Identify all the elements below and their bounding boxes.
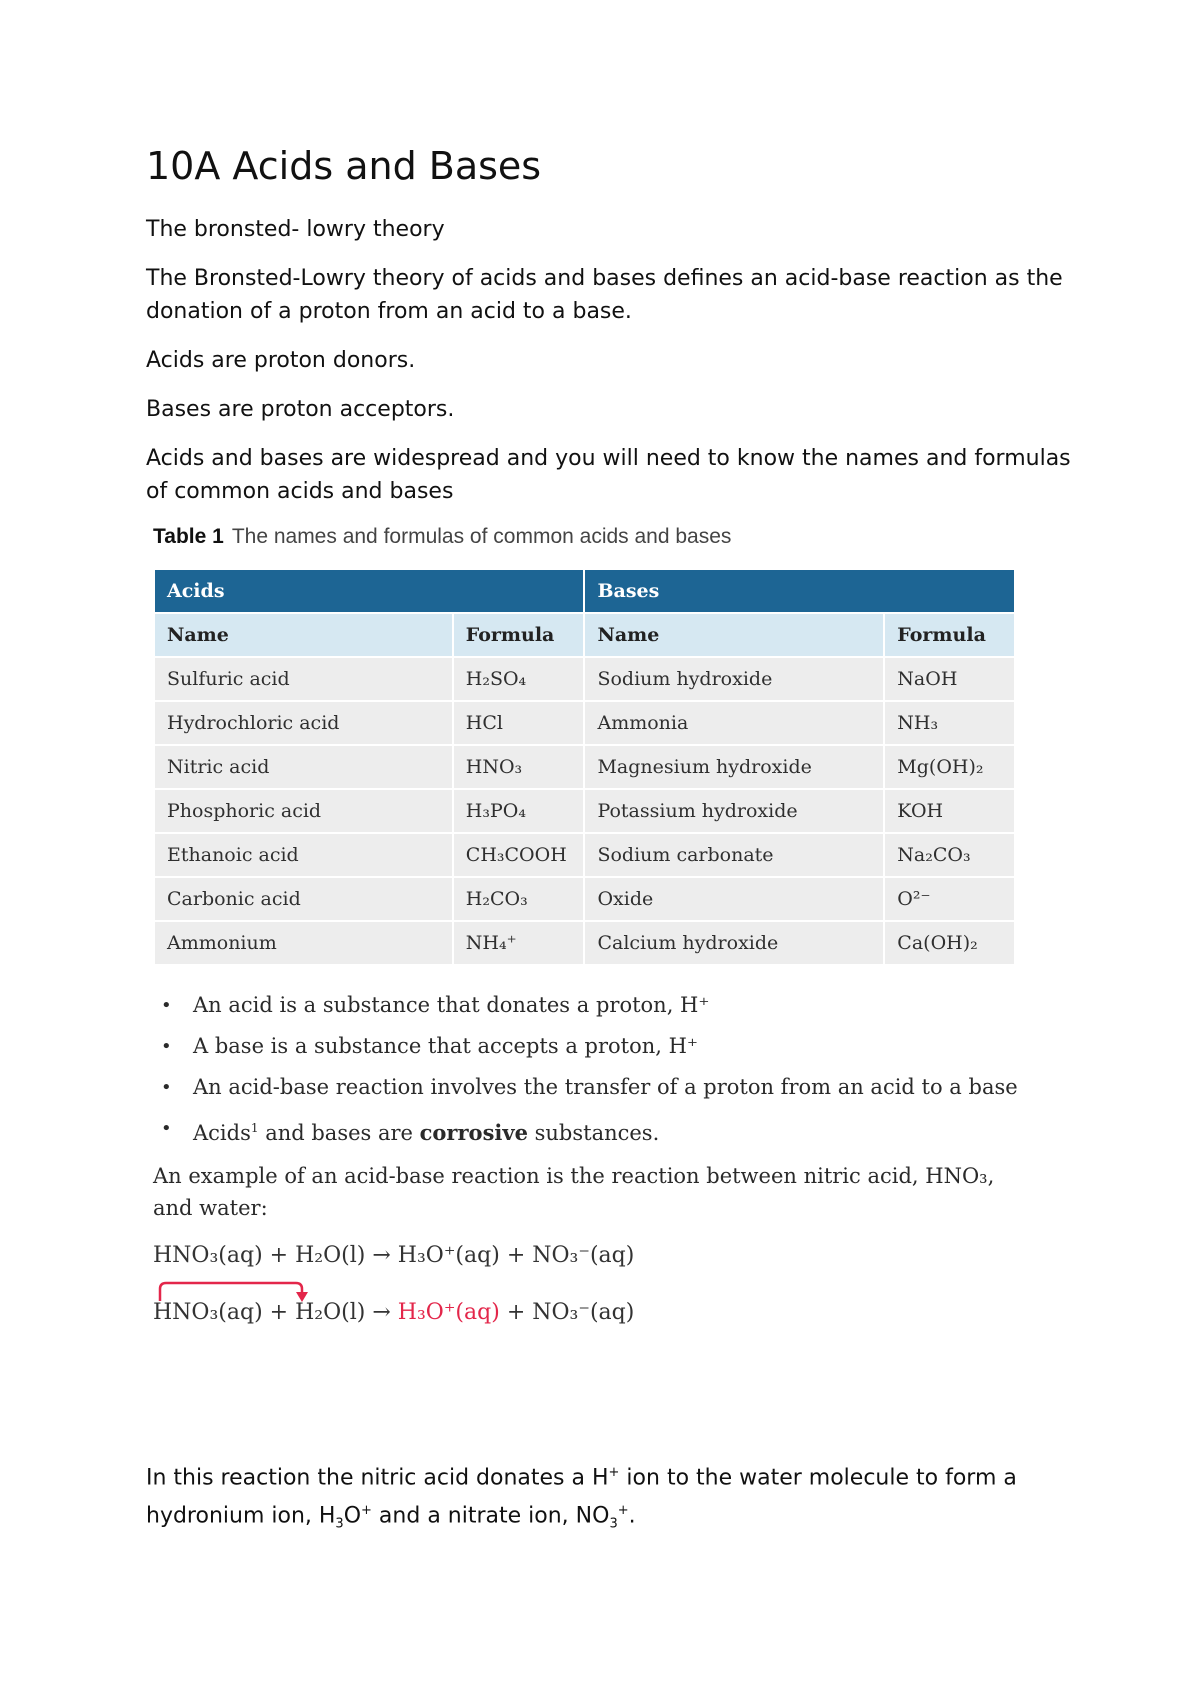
- eq-plus-1: +: [269, 1300, 289, 1325]
- table-row: [155, 746, 1014, 788]
- eq-plus-2: +: [506, 1300, 526, 1325]
- acid-formula-cell: H₂SO₄: [454, 658, 584, 700]
- final-sup-3: +: [617, 1503, 629, 1519]
- acid-name-cell: Ethanoic acid: [155, 834, 452, 876]
- final-text-3: O: [343, 1503, 362, 1529]
- group-header-acids: Acids: [155, 570, 583, 612]
- acid-formula-cell: H₂CO₃: [454, 878, 584, 920]
- eq-arrow: →: [372, 1300, 391, 1325]
- list-item: [155, 985, 1018, 1026]
- final-sub-1: 3: [335, 1517, 344, 1533]
- eq-arrow: →: [372, 1243, 391, 1268]
- final-text-1: In this reaction the nitric acid donates a H: [146, 1465, 609, 1491]
- base-name-cell: Oxide: [585, 878, 883, 920]
- table-row: [155, 790, 1014, 832]
- group-header-bases: Bases: [585, 570, 1014, 612]
- equation-line-2: [153, 1300, 634, 1325]
- acids-bases-table: [153, 568, 1016, 966]
- base-name-cell: Calcium hydroxide: [585, 922, 883, 964]
- equation-line-1: [153, 1243, 634, 1268]
- table-row: [155, 658, 1014, 700]
- base-name-cell: Ammonia: [585, 702, 883, 744]
- table-column-header-row: [155, 614, 1014, 656]
- footnote-marker: 1: [250, 1121, 259, 1135]
- eq-reactant-2: H₂O(l): [295, 1243, 366, 1268]
- fact-text-before: Acids: [193, 1121, 251, 1145]
- eq-plus-2: +: [506, 1243, 526, 1268]
- bullet-icon: •: [161, 995, 172, 1016]
- facts-list: [155, 985, 1018, 1149]
- acid-name-cell: Ammonium: [155, 922, 452, 964]
- list-item: [155, 1108, 1018, 1149]
- base-formula-cell: Mg(OH)₂: [885, 746, 1014, 788]
- table-caption-text: The names and formulas of common acids and bases: [231, 525, 732, 548]
- base-name-cell: Magnesium hydroxide: [585, 746, 883, 788]
- acid-name-cell: Carbonic acid: [155, 878, 452, 920]
- paragraph-definition: The Bronsted-Lowry theory of acids and bases defines an acid-base reaction as the donation of a proton from an acid to a base.: [146, 266, 1063, 324]
- table-caption-label: Table 1: [153, 525, 224, 548]
- fact-text: An acid is a substance that donates a proton, H⁺: [193, 993, 710, 1017]
- table-caption: [153, 525, 731, 549]
- base-formula-cell: KOH: [885, 790, 1014, 832]
- eq-reactant-1: HNO₃(aq): [153, 1243, 263, 1268]
- final-text-2: ion to the water molecule to form a hydronium ion, H: [146, 1465, 1017, 1529]
- fact-text: An acid-base reaction involves the transfer of a proton from an acid to a base: [193, 1075, 1018, 1099]
- column-header-acid-formula: Formula: [454, 614, 584, 656]
- table-row: [155, 922, 1014, 964]
- acid-formula-cell: CH₃COOH: [454, 834, 584, 876]
- eq-reactant-2: H₂O(l): [295, 1300, 366, 1325]
- eq-product-1: H₃O⁺(aq): [397, 1243, 500, 1268]
- paragraph-acids: Acids are proton donors.: [146, 348, 416, 373]
- base-formula-cell: NaOH: [885, 658, 1014, 700]
- bullet-icon: •: [161, 1118, 172, 1139]
- base-formula-cell: NH₃: [885, 702, 1014, 744]
- eq-product-1-highlighted: H₃O⁺(aq): [397, 1300, 500, 1325]
- table-row: [155, 878, 1014, 920]
- eq-product-2: NO₃⁻(aq): [532, 1243, 635, 1268]
- acid-name-cell: Hydrochloric acid: [155, 702, 452, 744]
- eq-reactant-1: HNO₃(aq): [153, 1300, 263, 1325]
- table-row: [155, 702, 1014, 744]
- base-name-cell: Sodium hydroxide: [585, 658, 883, 700]
- final-paragraph: [146, 1456, 1106, 1541]
- acid-name-cell: Sulfuric acid: [155, 658, 452, 700]
- example-text: An example of an acid-base reaction is the reaction between nitric acid, HNO₃, and water:: [153, 1164, 995, 1220]
- acid-formula-cell: HCl: [454, 702, 584, 744]
- acid-formula-cell: HNO₃: [454, 746, 584, 788]
- paragraph-bases: Bases are proton acceptors.: [146, 397, 455, 422]
- acid-name-cell: Phosphoric acid: [155, 790, 452, 832]
- fact-text-bold: corrosive: [419, 1120, 528, 1145]
- bullet-icon: •: [161, 1077, 172, 1098]
- base-name-cell: Potassium hydroxide: [585, 790, 883, 832]
- final-text-4: and a nitrate ion, NO: [371, 1503, 610, 1529]
- base-name-cell: Sodium carbonate: [585, 834, 883, 876]
- acid-formula-cell: NH₄⁺: [454, 922, 584, 964]
- section-subtitle: The bronsted- lowry theory: [146, 217, 445, 242]
- fact-text-middle: and bases are: [258, 1121, 420, 1145]
- base-formula-cell: O²⁻: [885, 878, 1014, 920]
- eq-product-2: NO₃⁻(aq): [532, 1300, 635, 1325]
- final-sup-2: +: [361, 1503, 372, 1519]
- list-item: [155, 1026, 1018, 1067]
- fact-text-after: substances.: [527, 1121, 660, 1145]
- table-group-header-row: [155, 570, 1014, 612]
- page-title: 10A Acids and Bases: [146, 144, 542, 188]
- fact-text: A base is a substance that accepts a proton, H⁺: [193, 1034, 698, 1058]
- acid-formula-cell: H₃PO₄: [454, 790, 584, 832]
- column-header-acid-name: Name: [155, 614, 452, 656]
- bullet-icon: •: [161, 1036, 172, 1057]
- acid-name-cell: Nitric acid: [155, 746, 452, 788]
- column-header-base-name: Name: [585, 614, 883, 656]
- column-header-base-formula: Formula: [885, 614, 1014, 656]
- table-row: [155, 834, 1014, 876]
- final-text-5: .: [628, 1503, 636, 1529]
- list-item: [155, 1067, 1018, 1108]
- final-sup-1: +: [608, 1465, 620, 1480]
- eq-plus-1: +: [269, 1243, 289, 1268]
- base-formula-cell: Na₂CO₃: [885, 834, 1014, 876]
- paragraph-common: Acids and bases are widespread and you will need to know the names and formulas of common acids and bases: [146, 446, 1071, 504]
- final-sub-2: 3: [609, 1517, 618, 1533]
- base-formula-cell: Ca(OH)₂: [885, 922, 1014, 964]
